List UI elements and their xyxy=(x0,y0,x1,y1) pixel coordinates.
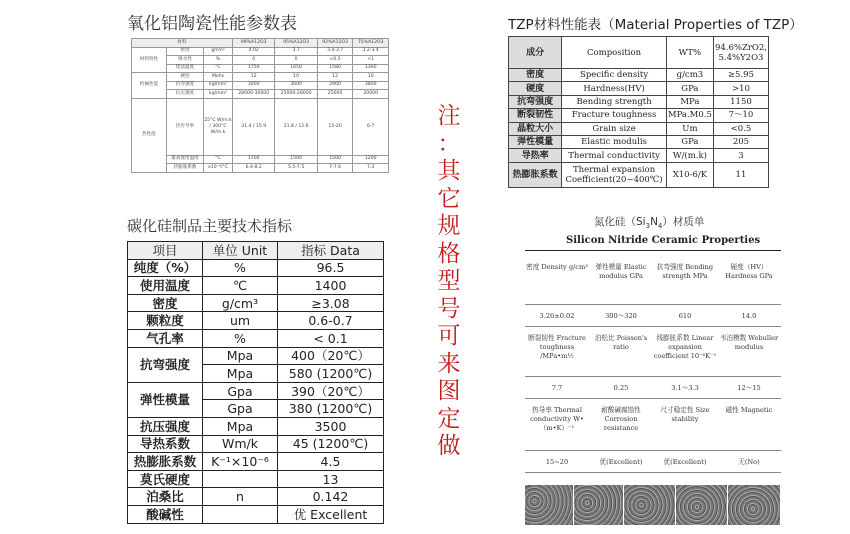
table-row xyxy=(509,149,769,162)
table-row xyxy=(128,488,384,506)
tzp-english-cell: Thermal conductivity xyxy=(562,149,667,162)
tzp-unit-cell: g/cm3 xyxy=(666,69,713,82)
sic-property-cell: 弹性模量 xyxy=(128,382,203,417)
alumina-value-cell: <0.5 xyxy=(317,56,353,65)
alumina-group-cell: 材料特性 xyxy=(132,47,167,73)
si3n4-label: 尺寸稳定性 Size stability xyxy=(660,406,710,423)
sic-unit-cell: g/cm³ xyxy=(203,294,278,312)
table-row xyxy=(509,135,769,148)
note-char: 其 xyxy=(437,158,461,184)
si3n4-label: 硬度（HV） Hardness GPa xyxy=(725,263,773,280)
alumina-value-cell: 1500 xyxy=(275,155,317,164)
note-char: ： xyxy=(437,130,461,157)
si3n4-divider xyxy=(525,304,781,305)
sic-property-cell: 抗弯强度 xyxy=(128,347,203,382)
note-char: 格 xyxy=(437,240,461,267)
sic-data-cell: 96.5 xyxy=(278,259,384,277)
tzp-value-cell: ≥5.95 xyxy=(713,69,768,82)
alumina-value-cell: 3000 xyxy=(275,81,317,90)
sic-header-cell: 单位 Unit xyxy=(203,242,278,260)
table-row xyxy=(509,162,769,187)
alumina-value-cell: 3.2-3.4 xyxy=(353,47,389,56)
sic-data-cell: < 0.1 xyxy=(278,329,384,347)
table-row xyxy=(509,109,769,122)
tzp-value-cell: <0.5 xyxy=(713,122,768,135)
sic-unit-cell: % xyxy=(203,329,278,347)
tzp-unit-cell: X10-6/K xyxy=(666,162,713,187)
microstructure-images xyxy=(525,485,781,525)
sic-header-cell: 项目 xyxy=(128,242,203,260)
si3n4-label: 磁性 Magnetic xyxy=(725,406,773,414)
alumina-property-cell: 烧法温度 xyxy=(167,64,204,73)
alumina-unit-cell: 25°C W/m.k / 300°C W/m.k xyxy=(204,98,233,155)
sic-unit-cell: um xyxy=(203,312,278,330)
si3n4-value: 300～320 xyxy=(605,312,637,320)
alumina-value-cell: 7.3 xyxy=(353,164,389,173)
alumina-value-cell: 25000-28000 xyxy=(275,90,317,99)
tzp-value-cell: 3 xyxy=(713,149,768,162)
sic-unit-cell xyxy=(203,470,278,488)
si3n4-divider xyxy=(525,398,781,399)
tzp-chinese-cell: 弹性模量 xyxy=(509,135,562,148)
sic-property-cell: 导热系数 xyxy=(128,435,203,453)
alumina-value-cell: 10 xyxy=(353,73,389,82)
tzp-header-cell: WT% xyxy=(666,37,713,69)
alumina-value-cell: 0 xyxy=(233,56,275,65)
table-row xyxy=(128,470,384,488)
si3n4-value: 3.1～3.3 xyxy=(671,384,699,392)
table-row xyxy=(128,329,384,347)
table-row xyxy=(132,164,389,173)
note-char: 规 xyxy=(437,213,461,239)
sic-data-cell: 优 Excellent xyxy=(278,505,384,523)
alumina-value-cell: 1200 xyxy=(353,155,389,164)
micrograph-image xyxy=(574,485,623,525)
custom-spec-note xyxy=(436,103,462,461)
table-row xyxy=(132,155,389,164)
sic-title: 碳化硅制品主要技术指标 xyxy=(127,217,293,235)
si3n4-value: 15~20 xyxy=(545,458,569,466)
alumina-value-cell: 1750 xyxy=(233,64,275,73)
sic-data-cell: 390（20℃） xyxy=(278,382,384,400)
sic-unit-cell: ℃ xyxy=(203,277,278,295)
tzp-header-cell: 94.6%ZrO2, 5.4%Y2O3 xyxy=(713,37,768,69)
tzp-chinese-cell: 密度 xyxy=(509,69,562,82)
si3n4-value: 0.25 xyxy=(613,384,629,392)
note-char: 图 xyxy=(437,378,461,404)
alumina-value-cell: 1580 xyxy=(317,64,353,73)
tzp-english-cell: Hardness(HV) xyxy=(562,82,667,95)
si3n4-label: 弹性模量 Elastic modulus GPa xyxy=(595,263,647,280)
table-row xyxy=(132,64,389,73)
alumina-value-cell: 31.4 / 15.9 xyxy=(233,98,275,155)
tzp-chinese-cell: 晶粒大小 xyxy=(509,122,562,135)
si3n4-divider xyxy=(525,376,781,377)
tzp-english-cell: Elastic modulis xyxy=(562,135,667,148)
alumina-value-cell: 12 xyxy=(233,73,275,82)
table-row xyxy=(128,417,384,435)
si3n4-divider xyxy=(525,472,781,473)
tzp-table xyxy=(508,36,769,188)
si3n4-title: 氮化硅$(Si_3N_4)$材质单 xyxy=(594,216,705,231)
sic-property-cell: 气孔率 xyxy=(128,329,203,347)
alumina-header-cell: 材料 xyxy=(132,39,233,48)
sic-property-cell: 纯度（%） xyxy=(128,259,203,277)
si3n4-divider xyxy=(525,450,781,451)
alumina-header-cell: 75%A12O3 xyxy=(353,39,389,48)
tzp-header-cell: Composition xyxy=(562,37,667,69)
alumina-value-cell: 12 xyxy=(317,73,353,82)
table-row xyxy=(128,294,384,312)
sic-data-cell: 380 (1200℃) xyxy=(278,400,384,418)
si3n4-value: 优(Excellent) xyxy=(599,458,643,466)
note-char: 做 xyxy=(437,433,461,459)
si3n4-label: 耐酸碱腐蚀性 Corrosion resistance xyxy=(601,406,641,432)
table-row xyxy=(128,312,384,330)
table-row xyxy=(128,277,384,295)
si3n4-label: 抗弯强度 Bending strength MPa xyxy=(656,263,714,280)
table-row xyxy=(128,347,384,365)
alumina-unit-cell: °C xyxy=(204,155,233,164)
alumina-value-cell: 28000-30000 xyxy=(233,90,275,99)
table-row xyxy=(132,73,389,82)
table-row xyxy=(132,81,389,90)
tzp-english-cell: Bending strength xyxy=(562,95,667,108)
si3n4-label: 韦泊模数 Webuller modulus xyxy=(719,334,779,351)
sic-property-cell: 热膨胀系数 xyxy=(128,453,203,471)
sic-unit-cell: K⁻¹×10⁻⁶ xyxy=(203,453,278,471)
sic-property-cell: 颗粒度 xyxy=(128,312,203,330)
sic-property-cell: 酸碱性 xyxy=(128,505,203,523)
micrograph-image xyxy=(624,485,675,525)
alumina-property-cell: 密度 xyxy=(167,47,204,56)
alumina-value-cell: 1500 xyxy=(317,155,353,164)
alumina-value-cell: 5.5-7.5 xyxy=(275,164,317,173)
si3n4-value: 14.0 xyxy=(741,312,757,320)
sic-property-cell: 泊桑比 xyxy=(128,488,203,506)
si3n4-value: 7.7 xyxy=(551,384,563,392)
alumina-value-cell: 4.02 xyxy=(233,47,275,56)
table-row xyxy=(132,56,389,65)
sic-data-cell: ≥3.08 xyxy=(278,294,384,312)
table-row xyxy=(128,505,384,523)
sic-data-cell: 1400 xyxy=(278,277,384,295)
sic-property-cell: 密度 xyxy=(128,294,203,312)
si3n4-subtitle: Silicon Nitride Ceramic Properties xyxy=(566,235,761,246)
sic-unit-cell: Mpa xyxy=(203,347,278,365)
alumina-unit-cell: kg/mm² xyxy=(204,81,233,90)
table-row xyxy=(128,382,384,400)
tzp-title: TZP材料性能表（Material Properties of TZP） xyxy=(508,17,803,33)
sic-property-cell: 抗压强度 xyxy=(128,417,203,435)
tzp-header-row xyxy=(509,37,769,69)
alumina-property-cell: 最高使用温度 xyxy=(167,155,204,164)
micrograph-image xyxy=(525,485,573,525)
alumina-unit-cell: x10⁻⁶/°C xyxy=(204,164,233,173)
note-char: 型 xyxy=(437,268,461,294)
alumina-title: 氧化铝陶瓷性能参数表 xyxy=(127,14,297,34)
sic-unit-cell: n xyxy=(203,488,278,506)
sic-unit-cell: Mpa xyxy=(203,365,278,383)
tzp-value-cell: >10 xyxy=(713,82,768,95)
table-row xyxy=(509,122,769,135)
sic-data-cell: 0.6-0.7 xyxy=(278,312,384,330)
si3n4-label: 泊松比 Poisson's ratio xyxy=(594,334,648,351)
si3n4-value: 610 xyxy=(678,312,692,320)
tzp-value-cell: 7～10 xyxy=(713,109,768,122)
alumina-value-cell: 3000 xyxy=(233,81,275,90)
table-row xyxy=(128,259,384,277)
alumina-property-cell: 热膨胀系数 xyxy=(167,164,204,173)
sic-data-cell: 580 (1200℃) xyxy=(278,365,384,383)
sic-property-cell: 使用温度 xyxy=(128,277,203,295)
tzp-unit-cell: GPa xyxy=(666,135,713,148)
sic-property-cell: 莫氏硬度 xyxy=(128,470,203,488)
sic-unit-cell: % xyxy=(203,259,278,277)
tzp-english-cell: Thermal expansion Coefficient(20~400℃) xyxy=(562,162,667,187)
note-char: 可 xyxy=(437,323,461,349)
si3n4-label: 断裂韧性 Fracture toughness /MPa•m½ xyxy=(528,334,586,360)
table-row xyxy=(509,95,769,108)
alumina-header-cell: 95%A12O3 xyxy=(275,39,317,48)
sic-data-cell: 13 xyxy=(278,470,384,488)
sic-unit-cell: Gpa xyxy=(203,400,278,418)
alumina-unit-cell: % xyxy=(204,56,233,65)
tzp-value-cell: 1150 xyxy=(713,95,768,108)
si3n4-label: 热导率 Thermal conductivity W•（m•K）⁻¹ xyxy=(530,406,584,432)
note-char: 号 xyxy=(437,295,461,322)
alumina-unit-cell: °C xyxy=(204,64,233,73)
tzp-chinese-cell: 硬度 xyxy=(509,82,562,95)
alumina-value-cell: 1650 xyxy=(275,64,317,73)
alumina-unit-cell: kg/mm² xyxy=(204,90,233,99)
table-row xyxy=(132,90,389,99)
alumina-value-cell: 7-7.6 xyxy=(317,164,353,173)
sic-unit-cell xyxy=(203,505,278,523)
tzp-header-cell: 成分 xyxy=(509,37,562,69)
alumina-value-cell: 10 xyxy=(275,73,317,82)
alumina-property-cell: 热传导率 xyxy=(167,98,204,155)
alumina-value-cell: 0 xyxy=(275,56,317,65)
sic-data-cell: 0.142 xyxy=(278,488,384,506)
table-row xyxy=(509,69,769,82)
si3n4-value: 3.26±0.02 xyxy=(539,312,575,320)
alumina-value-cell: 3.4-3.7 xyxy=(317,47,353,56)
sic-data-cell: 45 (1200℃) xyxy=(278,435,384,453)
alumina-value-cell: 20000 xyxy=(353,90,389,99)
si3n4-value: 12～15 xyxy=(737,384,761,392)
alumina-value-cell: 1360 xyxy=(353,64,389,73)
alumina-value-cell: 1700 xyxy=(233,155,275,164)
si3n4-title-rule xyxy=(525,250,781,251)
note-char: 注 xyxy=(437,103,461,129)
alumina-property-cell: 硬度 xyxy=(167,73,204,82)
tzp-chinese-cell: 导热率 xyxy=(509,149,562,162)
alumina-property-cell: 吸水性 xyxy=(167,56,204,65)
alumina-header-row xyxy=(132,39,389,48)
tzp-value-cell: 205 xyxy=(713,135,768,148)
tzp-unit-cell: MPa xyxy=(666,95,713,108)
table-row xyxy=(132,47,389,56)
sic-header-row xyxy=(128,242,384,260)
tzp-unit-cell: MPa.M0.5 xyxy=(667,110,712,121)
alumina-value-cell: 2900 xyxy=(317,81,353,90)
alumina-header-cell: 92%A12O3 xyxy=(317,39,353,48)
alumina-property-cell: 抗压强度 xyxy=(167,90,204,99)
alumina-value-cell: 15-20 xyxy=(317,98,353,155)
alumina-group-cell: 热性能 xyxy=(132,98,167,172)
sic-data-cell: 400（20℃） xyxy=(278,347,384,365)
alumina-header-cell: 99%A12O3 xyxy=(233,39,275,48)
tzp-chinese-cell: 抗弯强度 xyxy=(509,95,562,108)
table-row xyxy=(128,435,384,453)
sic-unit-cell: Wm/k xyxy=(203,435,278,453)
si3n4-label: 密度 Density g/cm³ xyxy=(526,263,588,271)
alumina-group-cell: 机械性能 xyxy=(132,73,167,99)
si3n4-divider xyxy=(525,326,781,327)
tzp-english-cell: Fracture toughness xyxy=(562,109,667,122)
alumina-value-cell: 3.7 xyxy=(275,47,317,56)
tzp-unit-cell: Um xyxy=(666,122,713,135)
tzp-chinese-cell: 热膨胀系数 xyxy=(509,162,562,187)
alumina-value-cell: <1 xyxy=(353,56,389,65)
micrograph-image xyxy=(728,485,780,525)
alumina-value-cell: 25000 xyxy=(317,90,353,99)
table-row xyxy=(132,98,389,155)
sic-header-cell: 指标 Data xyxy=(278,242,384,260)
sic-unit-cell: Gpa xyxy=(203,382,278,400)
si3n4-label: 线膨胀系数 Linear expansion coefficient 10⁻⁶K⁻¹ xyxy=(653,334,717,360)
alumina-table xyxy=(131,38,389,173)
tzp-value-cell: 11 xyxy=(713,162,768,187)
tzp-unit-cell: W/(m.k) xyxy=(666,149,713,162)
alumina-value-cell: 3800 xyxy=(353,81,389,90)
alumina-unit-cell: g/cm³ xyxy=(204,47,233,56)
sic-data-cell: 4.5 xyxy=(278,453,384,471)
tzp-unit-cell: GPa xyxy=(666,82,713,95)
sic-table xyxy=(127,241,384,524)
si3n4-value: 无(No) xyxy=(738,458,760,466)
alumina-value-cell: 6-7 xyxy=(353,98,389,155)
sic-unit-cell: Mpa xyxy=(203,417,278,435)
note-char: 它 xyxy=(437,185,461,212)
alumina-value-cell: 21.8 / 12.6 xyxy=(275,98,317,155)
si3n4-value: 优(Excellent) xyxy=(663,458,707,466)
table-row xyxy=(509,82,769,95)
alumina-value-cell: 6.4-8.2 xyxy=(233,164,275,173)
alumina-property-cell: 抗弯强度 xyxy=(167,81,204,90)
note-char: 定 xyxy=(437,405,461,432)
tzp-english-cell: Grain size xyxy=(562,122,667,135)
tzp-chinese-cell: 断裂韧性 xyxy=(509,109,562,122)
tzp-english-cell: Specific density xyxy=(562,69,667,82)
table-row xyxy=(128,453,384,471)
micrograph-image xyxy=(676,485,727,525)
note-char: 来 xyxy=(437,350,461,377)
alumina-unit-cell: Mohs xyxy=(204,73,233,82)
sic-data-cell: 3500 xyxy=(278,417,384,435)
